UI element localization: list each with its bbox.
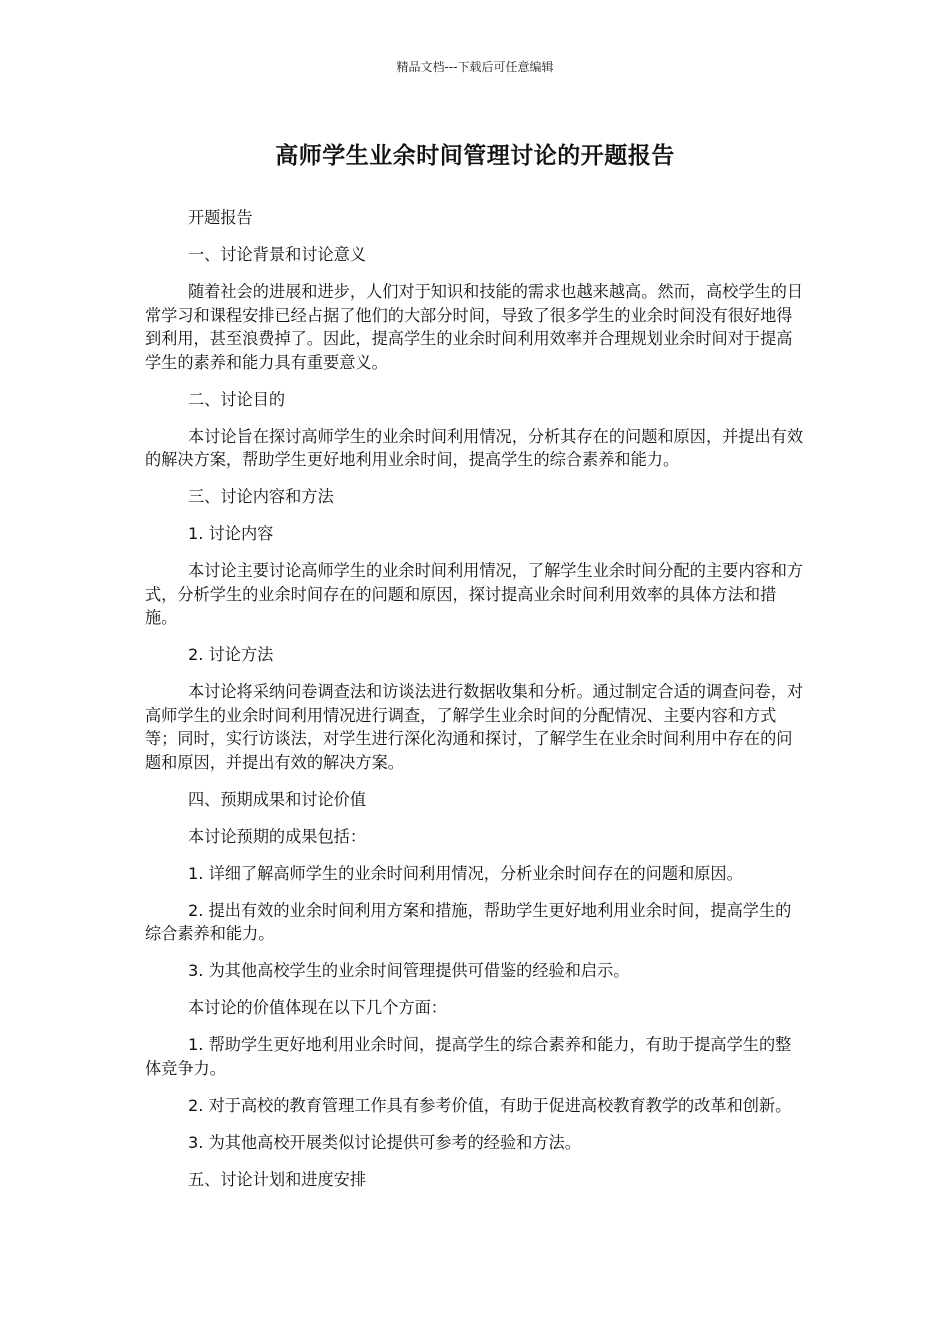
paragraph-background: 随着社会的进展和进步，人们对于知识和技能的需求也越来越高。然而，高校学生的日常学习和课程安排已经占据了他们的大部分时间，导致了很多学生的业余时间没有很好地得到利用，甚至浪费掉了。因此，提高学生的业余时间利用效率并合理规划业余时间对于提高学生的素养和能力具有重要意义。 [145, 282, 804, 372]
heading-plan-schedule: 五、讨论计划和进度安排 [188, 1169, 367, 1189]
list-item: 3. 为其他高校开展类似讨论提供可参考的经验和方法。 [188, 1132, 581, 1152]
paragraph-outcomes-intro: 本讨论预期的成果包括： [188, 826, 367, 846]
document-body [145, 206, 805, 1205]
heading-purpose: 二、讨论目的 [188, 389, 286, 409]
list-item: 2. 对于高校的教育管理工作具有参考价值，有助于促进高校教育教学的改革和创新。 [188, 1095, 792, 1115]
subheading-method: 2. 讨论方法 [188, 645, 274, 664]
list-item: 1. 帮助学生更好地利用业余时间，提高学生的综合素养和能力，有助于提高学生的整体竞争力。 [145, 1035, 792, 1078]
subheading-content: 1. 讨论内容 [188, 524, 274, 543]
paragraph-purpose: 本讨论旨在探讨高师学生的业余时间利用情况，分析其存在的问题和原因，并提出有效的解决方案，帮助学生更好地利用业余时间，提高学生的综合素养和能力。 [145, 426, 804, 469]
document-title: 高师学生业余时间管理讨论的开题报告 [275, 143, 675, 169]
heading-outcomes-value: 四、预期成果和讨论价值 [188, 789, 367, 809]
header-note: 精品文档---下载后可任意编辑 [396, 60, 554, 74]
paragraph-content: 本讨论主要讨论高师学生的业余时间利用情况，了解学生业余时间分配的主要内容和方式，分析学生的业余时间存在的问题和原因，探讨提高业余时间利用效率的具体方法和措施。 [145, 561, 804, 627]
list-item: 2. 提出有效的业余时间利用方案和措施，帮助学生更好地利用业余时间，提高学生的综合素养和能力。 [145, 900, 792, 943]
paragraph-method: 本讨论将采纳问卷调查法和访谈法进行数据收集和分析。通过制定合适的调查问卷，对高师学生的业余时间利用情况进行调查，了解学生业余时间的分配情况、主要内容和方式等；同时，实行访谈法，对学生进行深化沟通和探讨，了解学生在业余时间利用中存在的问题和原因，并提出有效的解决方案。 [145, 682, 804, 772]
heading-background: 一、讨论背景和讨论意义 [188, 245, 367, 264]
paragraph-value-intro: 本讨论的价值体现在以下几个方面： [188, 998, 447, 1017]
list-item: 3. 为其他高校学生的业余时间管理提供可借鉴的经验和启示。 [188, 961, 630, 980]
paragraph-report-label: 开题报告 [188, 208, 253, 227]
list-item: 1. 详细了解高师学生的业余时间利用情况，分析业余时间存在的问题和原因。 [188, 863, 743, 883]
heading-content-method: 三、讨论内容和方法 [188, 487, 334, 506]
